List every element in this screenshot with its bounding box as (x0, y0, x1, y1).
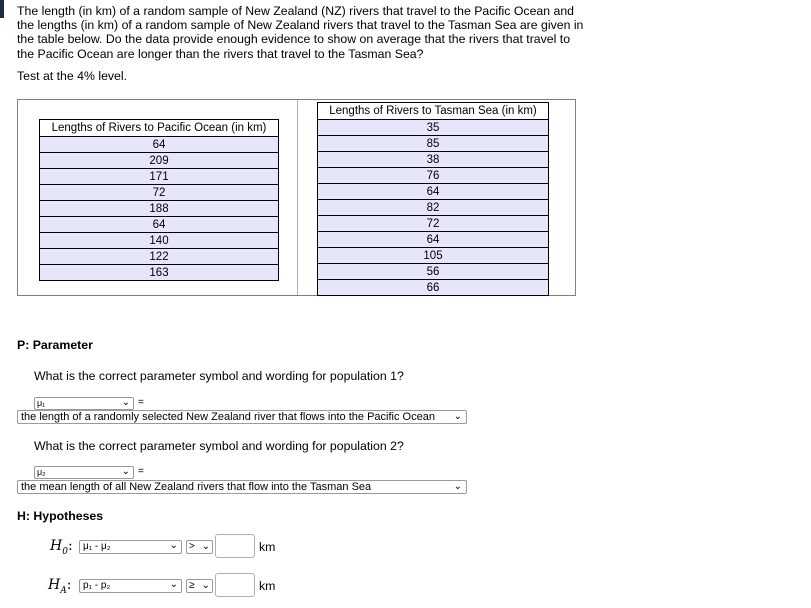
chevron-down-icon: ⌄ (169, 579, 178, 590)
population2-question: What is the correct parameter symbol and wording for population 2? (34, 439, 404, 453)
null-hypothesis-operator-value: > (189, 541, 195, 552)
chevron-down-icon: ⌄ (201, 580, 210, 591)
null-hypothesis-operator-select[interactable] (186, 540, 213, 554)
alternative-hypothesis-parameter-select[interactable] (79, 579, 182, 593)
alternative-hypothesis-parameter-value: p₁ - p₂ (83, 580, 111, 591)
null-hypothesis-var: H (50, 538, 63, 554)
chevron-down-icon: ⌄ (201, 541, 210, 552)
chevron-down-icon: ⌄ (169, 540, 178, 551)
null-hypothesis-parameter-value: μ₁ - μ₂ (83, 541, 111, 552)
null-hypothesis-colon: : (67, 538, 73, 554)
alternative-hypothesis-operator-value: ≥ (189, 580, 195, 591)
equals-sign: = (138, 397, 144, 408)
table-cell: 140 (40, 233, 279, 249)
table-cell: 64 (318, 184, 549, 200)
population2-symbol-value: μ₂ (37, 467, 46, 477)
null-hypothesis-subscript: 0 (62, 546, 68, 557)
alternative-hypothesis-operator-select[interactable] (186, 579, 213, 593)
pacific-river-table (39, 119, 279, 281)
population1-wording-value: the length of a randomly selected New Zealand river that flows into the Pacific Ocean (21, 411, 435, 423)
population2-symbol-select[interactable] (34, 466, 134, 479)
chevron-down-icon: ⌄ (453, 411, 462, 422)
pacific-table-header: Lengths of Rivers to Pacific Ocean (in km) (40, 120, 279, 137)
table-cell: 188 (40, 201, 279, 217)
alternative-hypothesis-unit: km (259, 579, 276, 593)
table-cell: 72 (318, 216, 549, 232)
null-hypothesis-value-input[interactable] (215, 534, 255, 558)
parameter-section-title: P: Parameter (17, 338, 93, 352)
alternative-hypothesis-colon: : (66, 577, 72, 593)
alternative-hypothesis-subscript: A (60, 585, 67, 596)
tasman-river-table (317, 102, 549, 296)
chevron-down-icon: ⌄ (453, 481, 462, 492)
table-cell: 38 (318, 152, 549, 168)
alternative-hypothesis-var: H (48, 577, 61, 593)
table-cell: 66 (318, 280, 549, 296)
table-cell: 105 (318, 248, 549, 264)
frame-divider (297, 100, 298, 295)
population1-symbol-value: μ₁ (37, 398, 46, 408)
table-cell: 64 (40, 217, 279, 233)
chevron-down-icon: ⌄ (121, 466, 130, 477)
table-cell: 35 (318, 120, 549, 136)
question-text: The length (in km) of a random sample of New Zealand (NZ) rivers that travel to the Pacific Ocean and the lengths (in km) of a random sample of New Zealand rivers that travel to the Tasman Sea are given in the table below. Do the data provide enough evidence to show on average that the rivers that travel to the Pacific Ocean are longer than the rivers that travel to the Tasman Sea? (17, 4, 584, 61)
alternative-hypothesis-label (48, 577, 71, 596)
table-cell: 64 (40, 137, 279, 153)
population1-wording-select[interactable] (17, 410, 467, 424)
hypotheses-section-title: H: Hypotheses (17, 509, 104, 523)
null-hypothesis-label (50, 538, 73, 557)
table-cell: 209 (40, 153, 279, 169)
table-cell: 122 (40, 249, 279, 265)
table-cell: 76 (318, 168, 549, 184)
table-cell: 72 (40, 185, 279, 201)
table-cell: 171 (40, 169, 279, 185)
population1-symbol-select[interactable] (34, 397, 134, 410)
null-hypothesis-unit: km (259, 540, 276, 554)
population2-wording-value: the mean length of all New Zealand rivers that flow into the Tasman Sea (21, 481, 372, 493)
pacific-table-body (40, 137, 279, 281)
table-cell: 64 (318, 232, 549, 248)
tasman-table-body (318, 120, 549, 296)
table-cell: 56 (318, 264, 549, 280)
significance-level: Test at the 4% level. (17, 69, 128, 83)
chevron-down-icon: ⌄ (121, 397, 130, 408)
population2-wording-select[interactable] (17, 480, 467, 494)
equals-sign: = (138, 466, 144, 477)
table-cell: 85 (318, 136, 549, 152)
null-hypothesis-parameter-select[interactable] (79, 540, 182, 554)
accent-bar (0, 0, 4, 18)
alternative-hypothesis-value-input[interactable] (215, 573, 255, 597)
table-cell: 82 (318, 200, 549, 216)
tasman-table-header: Lengths of Rivers to Tasman Sea (in km) (318, 103, 549, 120)
data-tables-frame (17, 99, 576, 296)
population1-question: What is the correct parameter symbol and wording for population 1? (34, 369, 404, 383)
table-cell: 163 (40, 265, 279, 281)
